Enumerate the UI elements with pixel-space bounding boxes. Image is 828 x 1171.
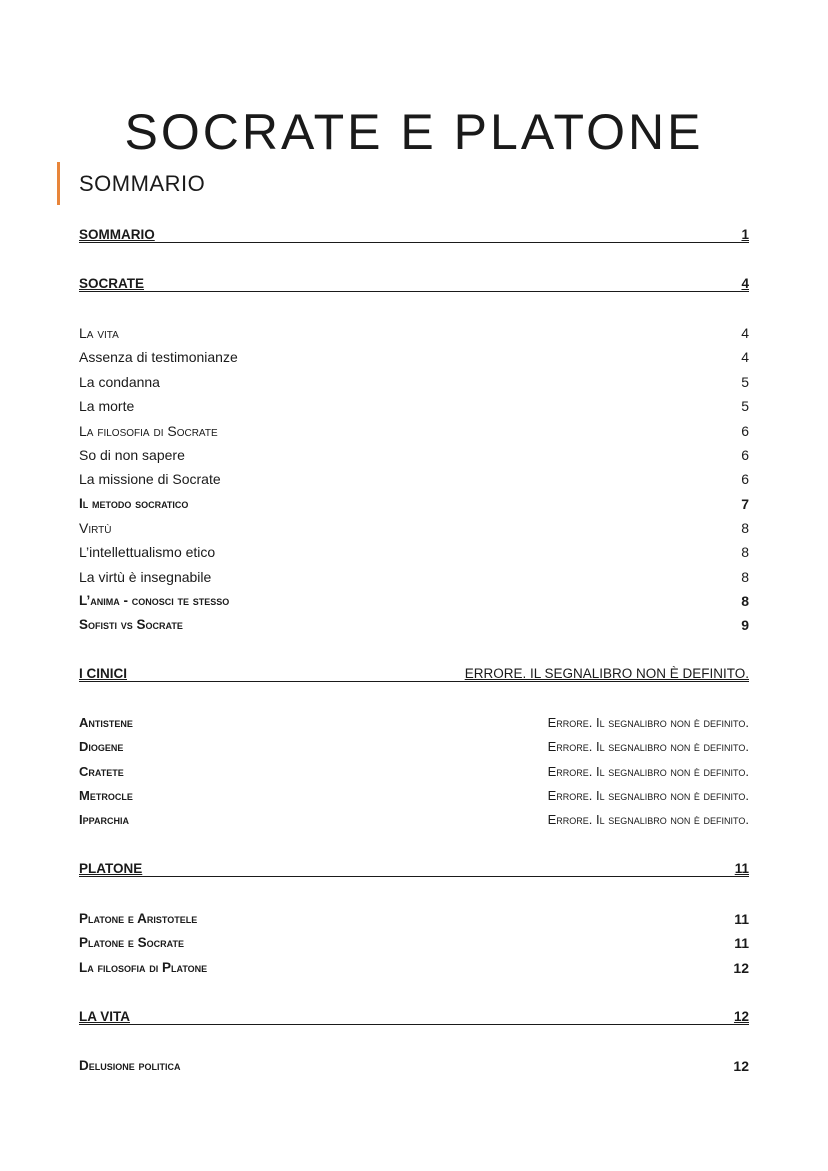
toc-entry-ipparchia[interactable] bbox=[79, 807, 749, 829]
toc-entry-label: Ipparchia bbox=[79, 812, 129, 827]
toc-entry-label: Il metodo socratico bbox=[79, 496, 189, 511]
toc-entry-page: Errore. Il segnalibro non è definito. bbox=[547, 715, 749, 730]
toc-entry-label: Assenza di testimonianze bbox=[79, 349, 238, 365]
toc-entry-page: 8 bbox=[741, 544, 749, 560]
toc-entry-label: L’intellettualismo etico bbox=[79, 544, 216, 560]
toc-entry-label: Virtù bbox=[79, 520, 112, 536]
toc-entry-page: 6 bbox=[741, 447, 749, 463]
toc-entry-label: Delusione politica bbox=[79, 1058, 181, 1073]
toc-entry-page: 7 bbox=[741, 496, 749, 512]
toc-entry-page: 11 bbox=[734, 911, 749, 927]
toc-entry-platone-e-aristotele[interactable] bbox=[79, 906, 749, 928]
toc-entry-label: Sofisti vs Socrate bbox=[79, 617, 183, 632]
toc-entry-label: La vita bbox=[79, 325, 119, 341]
toc-entry-delusione-politica[interactable] bbox=[79, 1053, 749, 1075]
toc-entry-sofisti-vs-socrate[interactable] bbox=[79, 612, 749, 634]
toc-entry-page: Errore. Il segnalibro non è definito. bbox=[547, 764, 749, 779]
document-title: SOCRATE E PLATONE bbox=[124, 104, 704, 160]
toc-entry-label: La condanna bbox=[79, 374, 160, 390]
toc-entry-label: SOMMARIO bbox=[79, 227, 155, 242]
toc-entry-page: 4 bbox=[741, 349, 749, 365]
toc-entry-label: Platone e Aristotele bbox=[79, 911, 198, 926]
toc-entry-sommario[interactable] bbox=[79, 222, 749, 244]
toc-entry-la-filosofia-di-socrate[interactable] bbox=[79, 418, 749, 440]
toc-entry-label: Metrocle bbox=[79, 788, 133, 803]
toc-entry-antistene[interactable] bbox=[79, 710, 749, 732]
toc-entry-la-vita-platone[interactable] bbox=[79, 1004, 749, 1026]
toc-entry-label: La filosofia di Platone bbox=[79, 960, 208, 975]
toc-entry-la-condanna[interactable] bbox=[79, 369, 749, 391]
toc-entry-page: 5 bbox=[741, 398, 749, 414]
toc-entry-virtu-insegnabile[interactable] bbox=[79, 564, 749, 586]
toc-entry-anima-conosci-te-stesso[interactable] bbox=[79, 588, 749, 610]
toc-entry-page: 11 bbox=[734, 861, 749, 876]
toc-entry-page: 8 bbox=[741, 520, 749, 536]
toc-entry-label: PLATONE bbox=[79, 861, 143, 876]
toc-entry-page: 9 bbox=[741, 617, 749, 633]
toc-entry-label: La missione di Socrate bbox=[79, 471, 221, 487]
toc-entry-label: L’anima - conosci te stesso bbox=[79, 593, 230, 608]
toc-entry-label: I CINICI bbox=[79, 666, 128, 681]
toc-entry-label: La virtù è insegnabile bbox=[79, 569, 212, 585]
toc-entry-page: 8 bbox=[741, 593, 749, 609]
toc-entry-platone[interactable] bbox=[79, 856, 749, 878]
toc-heading-accent-bar bbox=[57, 162, 60, 205]
toc-entry-page: 12 bbox=[733, 960, 749, 976]
toc-entry-la-missione-di-socrate[interactable] bbox=[79, 466, 749, 488]
toc-entry-page: 11 bbox=[734, 935, 749, 951]
toc-entry-page: 4 bbox=[741, 276, 749, 291]
toc-entry-label: Diogene bbox=[79, 739, 124, 754]
toc-entry-page: 12 bbox=[733, 1009, 749, 1024]
toc-entry-label: Cratete bbox=[79, 764, 124, 779]
toc-entry-cratete[interactable] bbox=[79, 759, 749, 781]
toc-entry-page: 4 bbox=[741, 325, 749, 341]
toc-entry-metrocle[interactable] bbox=[79, 783, 749, 805]
toc-entry-diogene[interactable] bbox=[79, 734, 749, 756]
toc-entry-page: 5 bbox=[741, 374, 749, 390]
toc-entry-label: SOCRATE bbox=[79, 276, 145, 291]
toc-entry-intellettualismo-etico[interactable] bbox=[79, 539, 749, 561]
toc-entry-page: 1 bbox=[741, 227, 749, 242]
toc-entry-page: 12 bbox=[733, 1058, 749, 1074]
toc-entry-page: Errore. Il segnalibro non è definito. bbox=[547, 812, 749, 827]
toc-entry-page: 6 bbox=[741, 423, 749, 439]
toc-entry-label: La filosofia di Socrate bbox=[79, 423, 218, 439]
toc-entry-label: Antistene bbox=[79, 715, 133, 730]
toc-entry-page: ERRORE. IL SEGNALIBRO NON È DEFINITO. bbox=[464, 666, 749, 681]
toc-entry-la-filosofia-di-platone[interactable] bbox=[79, 955, 749, 977]
toc-entry-page: 8 bbox=[741, 569, 749, 585]
toc-entry-page: Errore. Il segnalibro non è definito. bbox=[547, 788, 749, 803]
toc-entry-virtu[interactable] bbox=[79, 515, 749, 537]
toc-entry-platone-e-socrate[interactable] bbox=[79, 930, 749, 952]
toc-entry-label: So di non sapere bbox=[79, 447, 185, 463]
toc-entry-label: La morte bbox=[79, 398, 135, 414]
toc-entry-la-vita[interactable] bbox=[79, 320, 749, 342]
toc-heading: SOMMARIO bbox=[79, 171, 206, 196]
toc-entry-label: LA VITA bbox=[79, 1009, 130, 1024]
toc-entry-so-di-non-sapere[interactable] bbox=[79, 442, 749, 464]
toc-entry-il-metodo-socratico[interactable] bbox=[79, 491, 749, 513]
toc-entry-i-cinici[interactable] bbox=[79, 661, 749, 683]
toc-entry-assenza-di-testimonianze[interactable] bbox=[79, 344, 749, 366]
toc-entry-page: Errore. Il segnalibro non è definito. bbox=[547, 739, 749, 754]
toc-entry-label: Platone e Socrate bbox=[79, 935, 185, 950]
toc-entry-la-morte[interactable] bbox=[79, 393, 749, 415]
toc-entry-page: 6 bbox=[741, 471, 749, 487]
toc-entry-socrate[interactable] bbox=[79, 271, 749, 293]
